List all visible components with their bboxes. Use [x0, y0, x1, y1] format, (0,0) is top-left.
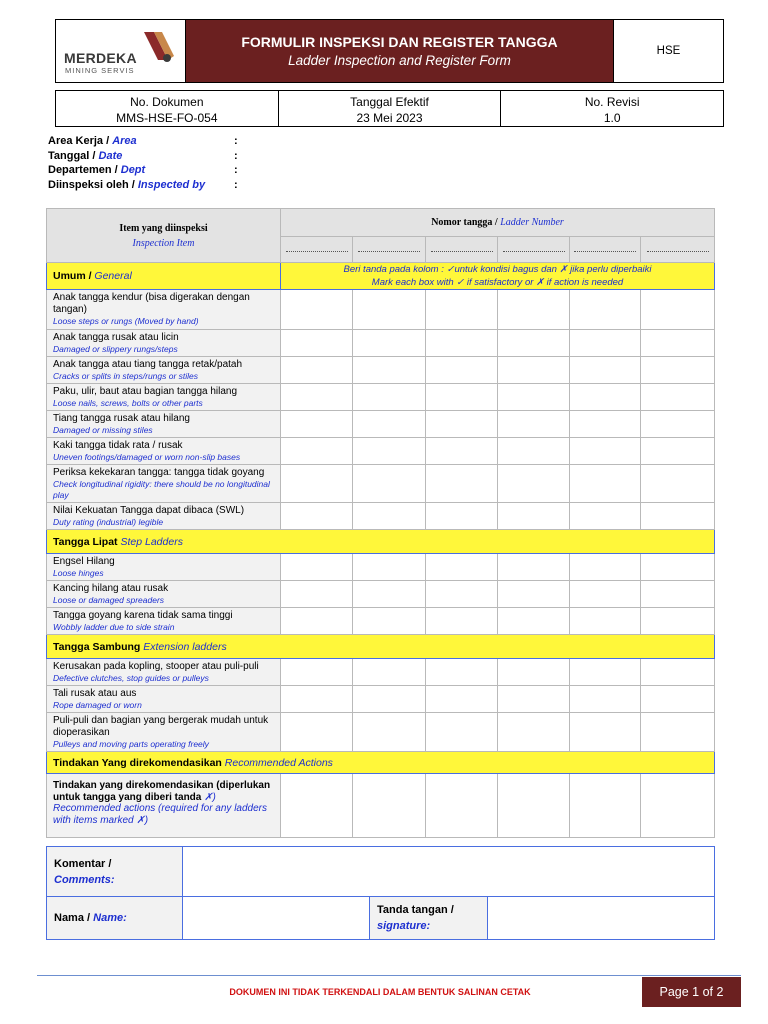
document-info: [55, 90, 724, 127]
check-cell[interactable]: [353, 503, 426, 530]
table-row: [47, 713, 715, 752]
effective-date-cell: [278, 91, 501, 126]
inspection-item: Anak tangga atau tiang tangga retak/patah Cracks or splits in steps/rungs or stiles: [47, 357, 281, 384]
check-cell[interactable]: [498, 384, 570, 411]
check-cell[interactable]: [353, 713, 426, 752]
inspection-item: Puli-puli dan bagian yang bergerak mudah untuk dioperasikan Pulleys and moving parts operating freely: [47, 713, 281, 752]
check-cell[interactable]: [281, 438, 353, 465]
signoff-table: [46, 846, 715, 940]
form-title: FORMULIR INSPEKSI DAN REGISTER TANGGA: [241, 34, 558, 50]
check-cell[interactable]: [426, 581, 498, 608]
check-cell[interactable]: [570, 659, 641, 686]
check-cell[interactable]: [641, 608, 715, 635]
ladder-number-input[interactable]: [498, 237, 570, 263]
table-row: [47, 608, 715, 635]
table-row: [47, 438, 715, 465]
check-cell[interactable]: [641, 411, 715, 438]
check-cell[interactable]: [353, 290, 426, 330]
inspection-item: Engsel Hilang Loose hinges: [47, 554, 281, 581]
page-number: Page 1 of 2: [642, 977, 741, 1007]
check-cell[interactable]: [353, 411, 426, 438]
check-cell[interactable]: [641, 554, 715, 581]
check-cell[interactable]: [426, 554, 498, 581]
table-row: [47, 659, 715, 686]
check-cell[interactable]: [570, 330, 641, 357]
form-subtitle: Ladder Inspection and Register Form: [288, 53, 511, 68]
name-label: Nama / Name:: [47, 897, 183, 940]
table-row: [47, 384, 715, 411]
section-header: Tindakan Yang direkomendasikan Recommended Actions: [47, 752, 715, 774]
check-cell[interactable]: [353, 659, 426, 686]
logo-mark-icon: [140, 30, 174, 66]
check-cell[interactable]: [498, 503, 570, 530]
check-cell[interactable]: [281, 581, 353, 608]
check-cell[interactable]: [281, 686, 353, 713]
check-cell[interactable]: [426, 774, 498, 838]
check-cell[interactable]: [641, 330, 715, 357]
check-cell[interactable]: [281, 554, 353, 581]
check-cell[interactable]: [641, 438, 715, 465]
dept-code: HSE: [613, 20, 723, 82]
effective-date-label: Tanggal Efektif: [350, 95, 429, 109]
check-cell[interactable]: [570, 438, 641, 465]
check-cell[interactable]: [281, 608, 353, 635]
check-cell[interactable]: [498, 290, 570, 330]
check-cell[interactable]: [641, 713, 715, 752]
check-cell[interactable]: [353, 608, 426, 635]
check-cell[interactable]: [498, 357, 570, 384]
check-cell[interactable]: [498, 713, 570, 752]
check-cell[interactable]: [281, 503, 353, 530]
check-cell[interactable]: [353, 581, 426, 608]
inspection-item: Anak tangga kendur (bisa digerakan dengan tangan) Loose steps or rungs (Moved by hand): [47, 290, 281, 330]
inspection-item: Nilai Kekuatan Tangga dapat dibaca (SWL) Duty rating (industrial) legible: [47, 503, 281, 530]
table-row: [47, 686, 715, 713]
doc-number: MMS-HSE-FO-054: [116, 111, 218, 125]
check-cell[interactable]: [570, 554, 641, 581]
inspection-table: [46, 208, 715, 838]
check-cell[interactable]: [498, 330, 570, 357]
check-cell[interactable]: [353, 330, 426, 357]
check-cell[interactable]: [570, 774, 641, 838]
check-cell[interactable]: [426, 686, 498, 713]
check-cell[interactable]: [281, 411, 353, 438]
check-cell[interactable]: [498, 659, 570, 686]
check-cell[interactable]: [498, 465, 570, 503]
check-cell[interactable]: [281, 290, 353, 330]
revision-cell: [500, 91, 723, 126]
check-cell[interactable]: [498, 411, 570, 438]
check-cell[interactable]: [353, 438, 426, 465]
check-cell[interactable]: [426, 713, 498, 752]
inspection-item: Tali rusak atau aus Rope damaged or worn: [47, 686, 281, 713]
check-cell[interactable]: [570, 503, 641, 530]
effective-date: 23 Mei 2023: [356, 111, 423, 125]
inspection-meta: [48, 135, 348, 193]
check-cell[interactable]: [641, 581, 715, 608]
meta-area[interactable]: Area Kerja / Area :: [48, 135, 238, 147]
check-cell[interactable]: [570, 465, 641, 503]
check-cell[interactable]: [426, 357, 498, 384]
check-cell[interactable]: [281, 659, 353, 686]
table-row: [47, 581, 715, 608]
comments-field[interactable]: [183, 847, 715, 897]
item-column-header: Item yang diinspeksi Inspection Item: [47, 209, 281, 263]
check-cell[interactable]: [641, 686, 715, 713]
check-cell[interactable]: [426, 608, 498, 635]
check-cell[interactable]: [426, 384, 498, 411]
inspection-item: Kerusakan pada kopling, stooper atau puli-puli Defective clutches, stop guides or pulleys: [47, 659, 281, 686]
check-cell[interactable]: [353, 357, 426, 384]
ladder-number-input[interactable]: [570, 237, 641, 263]
doc-number-cell: [56, 91, 278, 126]
form-header: [55, 19, 724, 83]
ladder-number-input[interactable]: [641, 237, 715, 263]
form-title-block: [186, 20, 613, 82]
check-cell[interactable]: [570, 608, 641, 635]
check-cell[interactable]: [281, 384, 353, 411]
check-cell[interactable]: [570, 384, 641, 411]
check-cell[interactable]: [498, 438, 570, 465]
check-cell[interactable]: [281, 330, 353, 357]
check-cell[interactable]: [353, 465, 426, 503]
check-cell[interactable]: [641, 774, 715, 838]
check-cell[interactable]: [281, 713, 353, 752]
check-cell[interactable]: [641, 290, 715, 330]
revision-label: No. Revisi: [584, 95, 640, 109]
check-cell[interactable]: [641, 503, 715, 530]
ladder-number-input[interactable]: [353, 237, 426, 263]
check-cell[interactable]: [426, 659, 498, 686]
table-row: [47, 330, 715, 357]
check-cell[interactable]: [426, 330, 498, 357]
ladder-number-input[interactable]: [281, 237, 353, 263]
table-row: [47, 411, 715, 438]
meta-date[interactable]: Tanggal / Date :: [48, 149, 238, 162]
check-cell[interactable]: [426, 503, 498, 530]
signature-field[interactable]: [488, 897, 715, 940]
marking-instructions: Beri tanda pada kolom : ✓untuk kondisi bagus dan ✗ jika perlu diperbaiki Mark each box with ✓ if satisfactory or ✗ if action is needed: [281, 263, 715, 290]
table-row: [47, 465, 715, 503]
check-cell[interactable]: [498, 608, 570, 635]
check-cell[interactable]: [426, 411, 498, 438]
check-cell[interactable]: [498, 581, 570, 608]
table-row: [47, 290, 715, 330]
company-name: MERDEKA: [64, 50, 137, 66]
comments-label: Komentar / Comments:: [47, 847, 183, 897]
ladder-number-header: Nomor tangga / Ladder Number: [281, 209, 715, 237]
signature-label: Tanda tangan / signature:: [370, 897, 488, 940]
ladder-number-input[interactable]: [426, 237, 498, 263]
inspection-item: Kancing hilang atau rusak Loose or damaged spreaders: [47, 581, 281, 608]
company-logo: [56, 20, 186, 82]
check-cell[interactable]: [426, 465, 498, 503]
table-row: [47, 503, 715, 530]
recommended-actions-label: Tindakan yang direkomendasikan (diperlukan untuk tangga yang diberi tanda ✗) Recommended actions (required for any ladders with items marked ✗): [47, 774, 281, 838]
check-cell[interactable]: [426, 438, 498, 465]
inspection-item: Anak tangga rusak atau licin Damaged or slippery rungs/steps: [47, 330, 281, 357]
inspection-item: Periksa kekekaran tangga: tangga tidak goyang Check longitudinal rigidity: there should be no longitudinal play: [47, 465, 281, 503]
check-cell[interactable]: [426, 290, 498, 330]
check-cell[interactable]: [570, 290, 641, 330]
check-cell[interactable]: [281, 465, 353, 503]
company-subname: MINING SERVIS: [65, 66, 135, 75]
check-cell[interactable]: [281, 357, 353, 384]
check-cell[interactable]: [641, 384, 715, 411]
section-header: Umum / General: [47, 263, 281, 290]
section-header: Tangga Sambung Extension ladders: [47, 635, 715, 659]
section-header: Tangga Lipat Step Ladders: [47, 530, 715, 554]
check-cell[interactable]: [353, 554, 426, 581]
check-cell[interactable]: [570, 581, 641, 608]
uncontrolled-copy-notice: DOKUMEN INI TIDAK TERKENDALI DALAM BENTUK SALINAN CETAK: [229, 987, 531, 997]
check-cell[interactable]: [498, 774, 570, 838]
check-cell[interactable]: [353, 384, 426, 411]
check-cell[interactable]: [570, 713, 641, 752]
check-cell[interactable]: [353, 774, 426, 838]
meta-inspector[interactable]: Diinspeksi oleh / Inspected by :: [48, 178, 238, 191]
check-cell[interactable]: [570, 357, 641, 384]
check-cell[interactable]: [570, 411, 641, 438]
meta-dept[interactable]: Departemen / Dept :: [48, 164, 238, 176]
inspection-item: Paku, ulir, baut atau bagian tangga hilang Loose nails, screws, bolts or other parts: [47, 384, 281, 411]
inspection-item: Tangga goyang karena tidak sama tinggi Wobbly ladder due to side strain: [47, 608, 281, 635]
check-cell[interactable]: [498, 554, 570, 581]
check-cell[interactable]: [570, 686, 641, 713]
revision-number: 1.0: [603, 111, 621, 125]
check-cell[interactable]: [641, 659, 715, 686]
check-cell[interactable]: [281, 774, 353, 838]
footer-divider: [37, 975, 741, 976]
table-row: [47, 554, 715, 581]
check-cell[interactable]: [353, 686, 426, 713]
inspection-item: Kaki tangga tidak rata / rusak Uneven footings/damaged or worn non-slip bases: [47, 438, 281, 465]
name-field[interactable]: [183, 897, 370, 940]
check-cell[interactable]: [498, 686, 570, 713]
check-cell[interactable]: [641, 465, 715, 503]
check-cell[interactable]: [641, 357, 715, 384]
inspection-item: Tiang tangga rusak atau hilang Damaged or missing stiles: [47, 411, 281, 438]
doc-number-label: No. Dokumen: [130, 95, 204, 109]
table-row: [47, 357, 715, 384]
